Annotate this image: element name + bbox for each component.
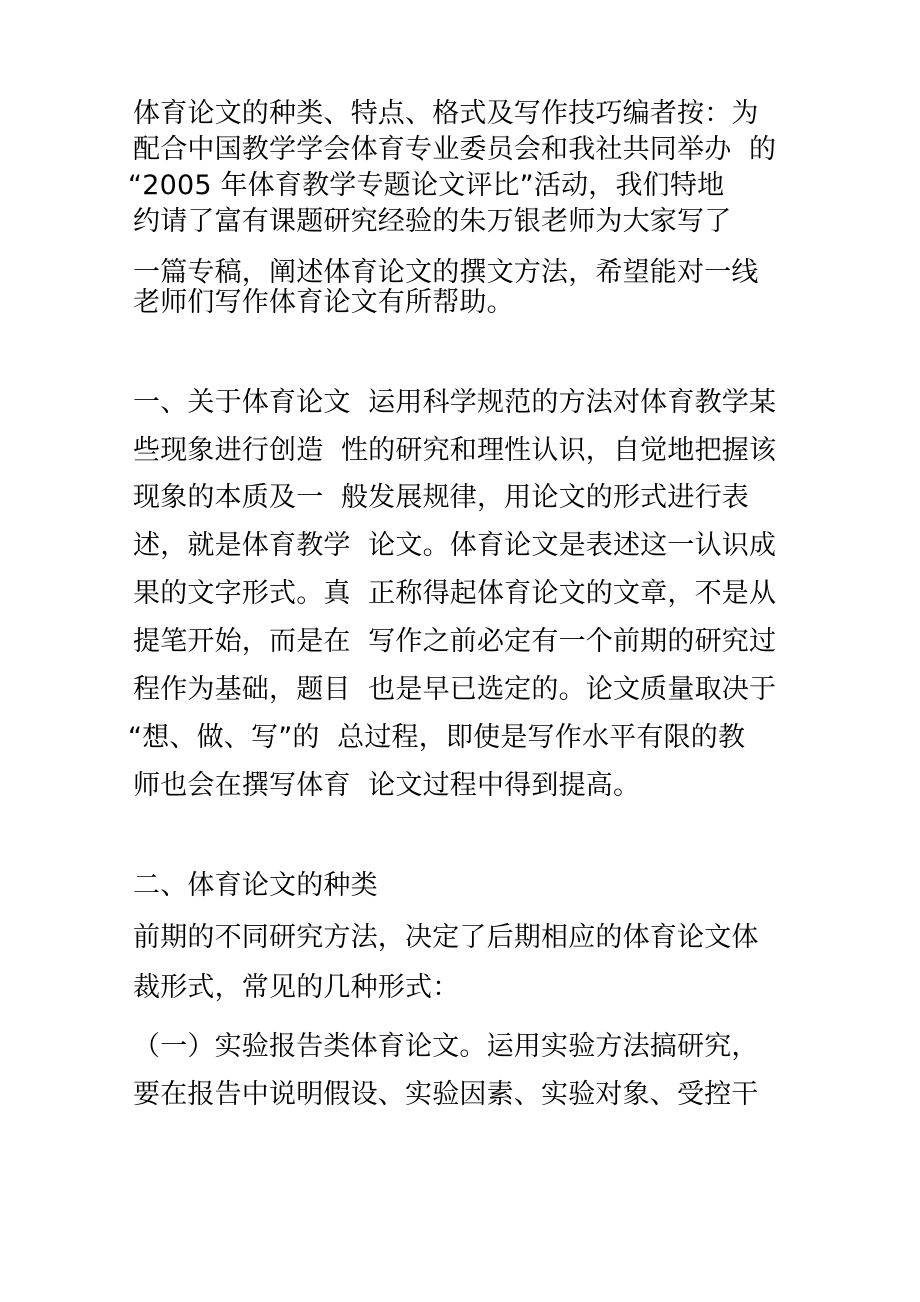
text-line: “想、做、写”的 总过程，即使是写作水平有限的教 [128, 722, 746, 753]
text-line: 配合中国教学学会体育专业委员会和我社共同举办 的 [133, 134, 777, 165]
text-line: 果的文字形式。真 正称得起体育论文的文章，不是从 [133, 578, 777, 609]
subsection-heading-line: （一）实验报告类体育论文。运用实验方法搞研究， [133, 1031, 759, 1062]
text-line: 现象的本质及一 般发展规律，用论文的形式进行表 [133, 482, 749, 513]
text-line: 体育论文的种类、特点、格式及写作技巧编者按：为 [133, 98, 759, 129]
text-line: 程作为基础，题目 也是早已选定的。论文质量取决于 [133, 674, 777, 705]
text-line: 些现象进行创造 性的研究和理性认识，自觉地把握该 [133, 435, 777, 466]
text-line: 述，就是体育教学 论文。体育论文是表述这一认识成 [133, 530, 777, 561]
text-line: 约请了富有课题研究经验的朱万银老师为大家写了 [133, 206, 732, 237]
section-heading: 二、体育论文的种类 [133, 870, 378, 901]
text-line: 老师们写作体育论文有所帮助。 [133, 287, 514, 318]
text-line: 提笔开始，而是在 写作之前必定有一个前期的研究过 [133, 626, 777, 657]
text-line: 师也会在撰写体育 论文过程中得到提高。 [133, 770, 641, 801]
text-line: 一篇专稿，阐述体育论文的撰文方法，希望能对一线 [133, 257, 759, 288]
section-heading-line: 一、关于体育论文 运用科学规范的方法对体育教学某 [133, 387, 777, 418]
text-line: 前期的不同研究方法，决定了后期相应的体育论文体 [133, 922, 759, 953]
text-line: “2005 年体育教学专题论文评比”活动，我们特地 [128, 170, 725, 201]
text-line: 裁形式，常见的几种形式： [133, 972, 460, 1003]
text-line: 要在报告中说明假设、实验因素、实验对象、受控干 [133, 1079, 759, 1110]
